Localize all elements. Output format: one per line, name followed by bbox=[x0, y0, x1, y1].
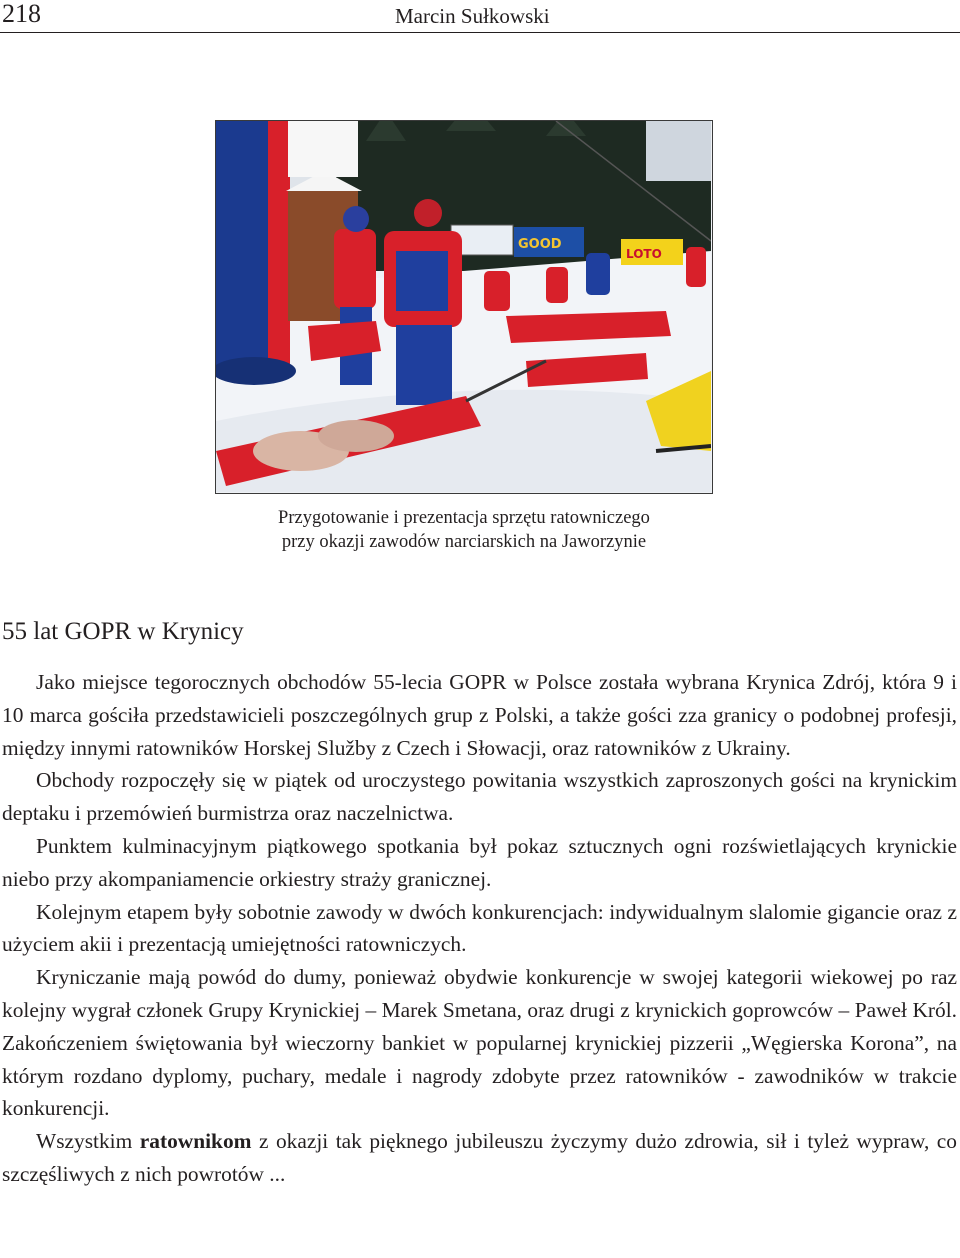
paragraph: Obchody rozpoczęły się w piątek od uroczystego powitania wszystkich zaproszonych gości na krynickim deptaku i przemówień burmistrza oraz naczelnictwa. bbox=[2, 768, 957, 826]
paragraph: Jako miejsce tegorocznych obchodów 55-lecia GOPR w Polsce została wybrana Krynica Zdrój, która 9 i 10 marca gościła przedstawicieli poszczególnych grup z Polski, a także gości zza granicy o podobnej profesji, między innymi ratowników Horskej Služby z Czech i Słowacji, oraz ratowników z Ukrainy. bbox=[2, 670, 957, 760]
svg-text:LOTO: LOTO bbox=[626, 247, 662, 261]
page-header bbox=[0, 0, 960, 33]
paragraph: Kolejnym etapem były sobotnie zawody w dwóch konkurencjach: indywidualnym slalomie gigancie oraz z użyciem akii i prezentacją umiejętności ratowniczych. bbox=[2, 899, 957, 957]
text-span: z okazji tak pięknego jubileuszu życzymy dużo zdrowia, sił i tyleż wypraw, co szczęśliwych z nich powrotów ... bbox=[2, 1129, 957, 1186]
svg-text:GOOD: GOOD bbox=[518, 237, 562, 252]
caption-line: Przygotowanie i prezentacja sprzętu ratowniczego bbox=[278, 508, 650, 528]
photo-rescue-equipment bbox=[215, 120, 713, 494]
paragraph: Punktem kulminacyjnym piątkowego spotkania był pokaz sztucznych ogni rozświetlających krynickie niebo przy akompaniamencie orkiestry straży granicznej. bbox=[2, 833, 957, 891]
page-number: 218 bbox=[2, 0, 41, 28]
text-span: Wszystkim bbox=[36, 1129, 140, 1154]
bold-text-ratownikom: ratownikom bbox=[139, 1129, 252, 1154]
paragraph-closing bbox=[2, 1125, 957, 1191]
article-title: 55 lat GOPR w Krynicy bbox=[2, 618, 244, 645]
caption-line: przy okazji zawodów narciarskich na Jaworzynie bbox=[281, 532, 647, 552]
photo-caption bbox=[200, 506, 728, 554]
article-body bbox=[2, 666, 957, 1191]
paragraph: Kryniczanie mają powód do dumy, ponieważ obydwie konkurencje w swojej kategorii wiekowej po raz kolejny wygrał członek Grupy Krynickiej – Marek Smetana, oraz drugi z krynickich goprowców – Paweł Król. Zakończeniem świętowania był wieczorny bankiet w popularnej krynickiej pizzerii „Węgierska Korona”, na którym rozdano dyplomy, puchary, medale i nagrody zdobyte przez ratowników - zawodników w trakcie konkurencji. bbox=[2, 965, 957, 1121]
running-title-author: Marcin Sułkowski bbox=[395, 4, 550, 28]
